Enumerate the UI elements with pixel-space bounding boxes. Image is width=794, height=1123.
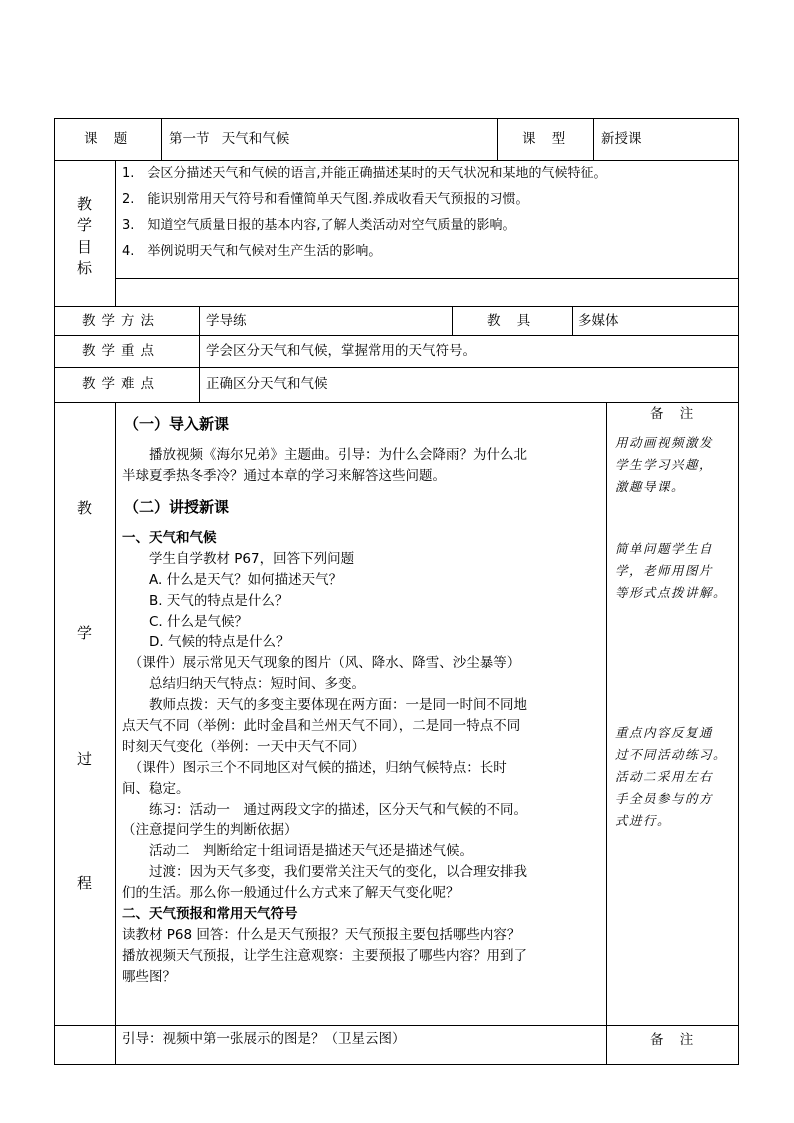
footer-notes-title: 备 注 [650, 1032, 700, 1048]
rule [115, 402, 116, 1064]
difficulty-value: 正确区分天气和气候 [206, 376, 328, 392]
body-line: 们的生活。那么你一般通过什么方式来了解天气变化呢？ [122, 885, 460, 901]
subsection-title: 一、天气和气候 [122, 530, 217, 546]
rule [54, 118, 55, 1065]
type-value: 新授课 [601, 131, 642, 147]
objectives-label-char: 学 [77, 216, 93, 234]
rule [54, 160, 739, 161]
body-line: 过渡：因为天气多变，我们要常关注天气的变化，以合理安排我 [122, 864, 527, 880]
focus-label: 教学重点 [82, 343, 160, 359]
objective-item: 1. 会区分描述天气和气候的语言,并能正确描述某时的天气状况和某地的气候特征。 [122, 166, 607, 181]
tools-value: 多媒体 [578, 313, 619, 329]
body-line: 学生自学教材 P67，回答下列问题 [122, 551, 355, 567]
rule [54, 1064, 739, 1065]
difficulty-label: 教学难点 [82, 376, 160, 392]
subsection-title: 二、天气预报和常用天气符号 [122, 906, 298, 922]
tools-label: 教 具 [487, 313, 537, 329]
rule [54, 367, 739, 368]
body-line: 活动二 判断给定十组词语是描述天气还是描述气候。 [122, 843, 473, 859]
note-line: 用动画视频激发 [615, 435, 714, 450]
rule [54, 306, 739, 307]
objective-item: 4. 举例说明天气和气候对生产生活的影响。 [122, 244, 382, 259]
note-block [615, 432, 737, 498]
note-line: 式进行。 [615, 813, 672, 828]
rule [116, 278, 739, 279]
body-line: 点天气不同（举例：此时金昌和兰州天气不同），二是同一特点不同 [122, 718, 521, 734]
body-line: （课件）图示三个不同地区对气候的描述，归纳气候特点：长时 [122, 760, 507, 776]
course-title: 第一节 天气和气候 [169, 131, 290, 147]
rule [54, 118, 739, 119]
body-line: C. 什么是气候？ [122, 614, 249, 630]
notes-title: 备 注 [650, 406, 700, 422]
rule [452, 306, 453, 335]
note-line: 重点内容反复通 [615, 725, 714, 740]
objectives-label-char: 目 [77, 238, 93, 256]
note-line: 手全员参与的方 [615, 791, 714, 806]
rule [497, 118, 498, 160]
process-label-char: 过 [77, 750, 93, 768]
objectives-label-char: 教 [77, 195, 93, 213]
section-title: （一）导入新课 [124, 415, 230, 433]
type-label: 课 型 [522, 131, 572, 147]
body-line: D. 气候的特点是什么？ [122, 634, 290, 650]
note-line: 活动二采用左右 [615, 769, 714, 784]
note-line: 学生学习兴趣， [615, 457, 714, 472]
note-line: 简单问题学生自 [615, 541, 714, 556]
rule [161, 118, 162, 160]
rule [593, 118, 594, 160]
process-label-char: 程 [77, 874, 93, 892]
section-title: （二）讲授新课 [124, 498, 230, 516]
body-line: （课件）展示常见天气现象的图片（风、降水、降雪、沙尘暴等） [122, 655, 521, 671]
rule [54, 335, 739, 336]
objectives-label-char: 标 [77, 259, 93, 277]
body-line: 时刻天气变化（举例：一天中天气不同） [122, 739, 365, 755]
note-block [615, 722, 737, 832]
body-line: 总结归纳天气特点：短时间、多变。 [122, 676, 365, 692]
body-line: A. 什么是天气？如何描述天气？ [122, 572, 343, 588]
course-label: 课 题 [84, 131, 134, 147]
body-line: 哪些图？ [122, 969, 176, 985]
method-value: 学导练 [206, 313, 247, 329]
rule [54, 402, 739, 403]
method-label: 教学方法 [82, 313, 160, 329]
rule [54, 1025, 739, 1026]
rule [606, 402, 607, 1064]
note-block [615, 538, 737, 604]
process-label-char: 学 [77, 624, 93, 642]
objective-item: 3. 知道空气质量日报的基本内容,了解人类活动对空气质量的影响。 [122, 218, 516, 233]
note-line: 过不同活动练习。 [615, 747, 728, 762]
objective-item: 2. 能识别常用天气符号和看懂简单天气图.养成收看天气预报的习惯。 [122, 192, 529, 207]
body-line: 播放视频天气预报，让学生注意观察：主要预报了哪些内容？用到了 [122, 948, 527, 964]
rule [115, 160, 116, 306]
focus-value: 学会区分天气和气候，掌握常用的天气符号。 [206, 343, 476, 359]
body-line: 练习：活动一 通过两段文字的描述，区分天气和气候的不同。 [122, 802, 527, 818]
note-line: 等形式点拨讲解。 [615, 585, 728, 600]
body-line: 半球夏季热冬季冷？通过本章的学习来解答这些问题。 [122, 468, 446, 484]
note-line: 学，老师用图片 [615, 563, 714, 578]
body-line: B. 天气的特点是什么？ [122, 593, 289, 609]
footer-text: 引导：视频中第一张展示的图是？（卫星云图） [122, 1031, 406, 1047]
rule [572, 306, 573, 335]
body-line: 教师点拨：天气的多变主要体现在两方面：一是同一时间不同地 [122, 697, 527, 713]
body-line: （注意提问学生的判断依据） [122, 822, 298, 838]
rule [199, 306, 200, 402]
body-line: 读教材 P68 回答：什么是天气预报？天气预报主要包括哪些内容？ [122, 927, 521, 943]
body-line: 间、稳定。 [122, 781, 190, 797]
rule [738, 118, 739, 1065]
process-label-char: 教 [77, 499, 93, 517]
body-line: 播放视频《海尔兄弟》主题曲。引导：为什么会降雨？为什么北 [122, 447, 527, 463]
note-line: 激趣导课。 [615, 479, 686, 494]
